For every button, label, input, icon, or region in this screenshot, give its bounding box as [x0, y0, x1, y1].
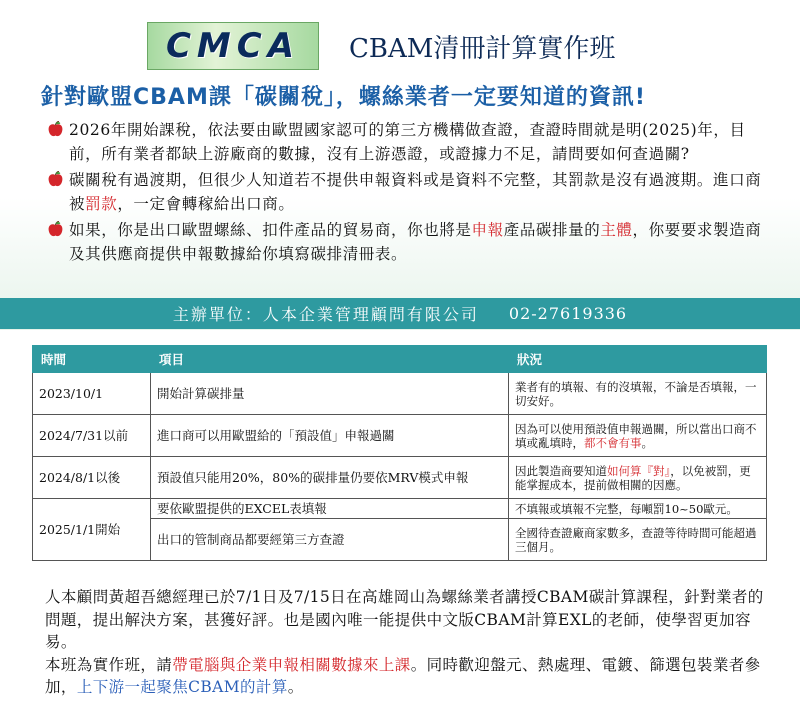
- logo-text: CMCA: [165, 26, 301, 66]
- description-highlight: 帶電腦與企業申報相關數據來上課: [172, 655, 411, 674]
- column-header-time: 時間: [33, 346, 151, 373]
- organizer-label: 主辦單位：人本企業管理顧問有限公司: [172, 305, 479, 324]
- cell-item: 要依歐盟提供的EXCEL表填報: [151, 499, 509, 519]
- status-text: 因此製造商要知道: [515, 463, 607, 478]
- organizer-bar: [0, 298, 800, 329]
- bullet-item: [45, 218, 765, 266]
- red-apple-icon: [47, 221, 64, 238]
- cell-status: [509, 457, 767, 499]
- description-paragraph: [45, 654, 765, 699]
- bullet-text: 碳關稅有過渡期，但很少人知道若不提供申報資料或是資料不完整，其罰款是沒有過渡期。進口商被: [69, 171, 762, 213]
- bullet-highlight: 申報: [471, 221, 504, 239]
- table-row: [33, 373, 767, 415]
- bullet-text: 如果，你是出口歐盟螺絲、扣件產品的貿易商，你也將是: [69, 221, 472, 239]
- course-title: CBAM清冊計算實作班: [349, 34, 616, 64]
- cell-date: 2024/8/1以後: [33, 457, 151, 499]
- bullet-list: [45, 118, 765, 268]
- cell-date: 2024/7/31以前: [33, 415, 151, 457]
- description-text: 。: [287, 678, 304, 696]
- bullet-text: ，你要要求製造商及其供應商提供申報數據給你填寫碳排清冊表。: [69, 221, 762, 263]
- organizer-phone: 02-27619336: [508, 304, 628, 323]
- status-text: ，以免被罰，更能掌握成本，提前做相關的因應。: [515, 463, 751, 492]
- cell-date: 2023/10/1: [33, 373, 151, 415]
- bullet-highlight: 主體: [600, 221, 633, 239]
- column-header-item: 項目: [151, 346, 509, 373]
- table-header-row: [33, 346, 767, 373]
- bullet-highlight: 罰款: [85, 195, 118, 213]
- description-paragraph: 人本顧問黃超吾總經理已於7/1日及7/15日在高雄岡山為螺絲業者講授CBAM碳計算課程，針對業者的問題，提出解決方案，甚獲好評。也是國內唯一能提供中文版CBAM計算EXL的老師，使學習更加容易。: [45, 588, 764, 651]
- table-row: [33, 415, 767, 457]
- cell-item: 出口的管制商品都要經第三方查證: [151, 519, 509, 561]
- red-apple-icon: [47, 121, 64, 138]
- cell-status: 不填報或填報不完整，每噸罰10~50歐元。: [509, 499, 767, 519]
- timeline-table: [32, 345, 767, 561]
- cell-item: 進口商可以用歐盟給的「預設值」申報過關: [151, 415, 509, 457]
- column-header-status: 狀況: [509, 346, 767, 373]
- status-highlight: 都不會有事: [584, 435, 642, 450]
- bullet-item: [45, 118, 765, 166]
- course-description: [45, 586, 765, 699]
- cell-item: 開始計算碳排量: [151, 373, 509, 415]
- description-text: 本班為實作班，請: [45, 655, 173, 674]
- status-text: 。: [641, 435, 653, 450]
- cell-status: 業者有的填報、有的沒填報，不論是否填報，一切安好。: [509, 373, 767, 415]
- table-row: [33, 457, 767, 499]
- description-text: 。同時歡迎盤元、熱處理、電鍍、篩選包裝業者參加，: [45, 655, 761, 696]
- status-highlight: 如何算『對』: [607, 463, 671, 478]
- description-highlight-blue: 上下游一起聚焦CBAM的計算: [76, 678, 288, 696]
- status-text: 因為可以使用預設值申報過關，所以當出口商不填或亂填時，: [515, 421, 757, 450]
- headline: 針對歐盟CBAM課「碳關稅」，螺絲業者一定要知道的資訊!: [41, 85, 646, 110]
- cell-item: 預設值只能用20%，80%的碳排量仍要依MRV模式申報: [151, 457, 509, 499]
- cell-status: [509, 415, 767, 457]
- bullet-item: [45, 168, 765, 216]
- cmca-logo: [147, 22, 319, 70]
- table-row: [33, 499, 767, 519]
- cell-status: 全國待查證廠商家數多，查證等待時間可能超過三個月。: [509, 519, 767, 561]
- bullet-text: 2026年開始課稅，依法要由歐盟國家認可的第三方機構做查證，查證時間就是明(2025)年，目前，所有業者都缺上游廠商的數據，沒有上游憑證，或證據力不足，請問要如何查過關?: [69, 121, 746, 163]
- red-apple-icon: [47, 171, 64, 188]
- cell-date: 2025/1/1開始: [33, 499, 151, 561]
- bullet-text: 產品碳排量的: [503, 221, 601, 239]
- bullet-text: ，一定會轉稼給出口商。: [117, 195, 295, 213]
